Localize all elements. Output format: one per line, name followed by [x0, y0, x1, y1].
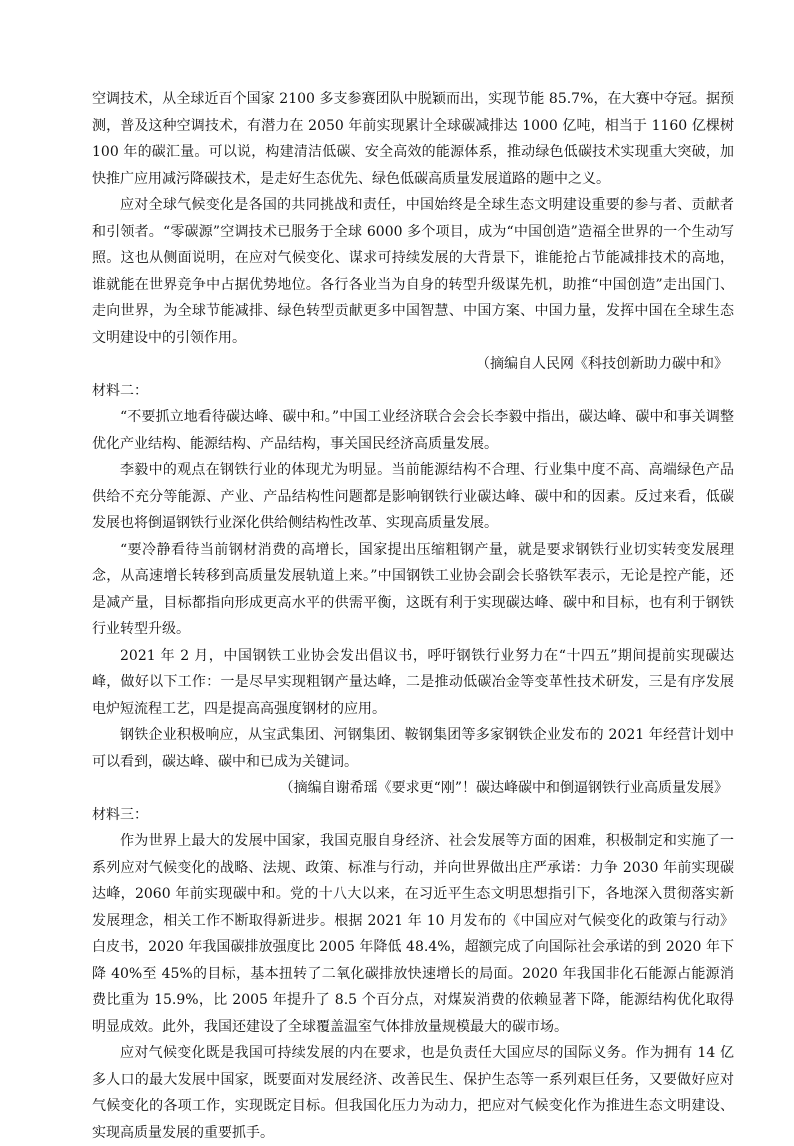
paragraph: “不要抓立地看待碳达峰、碳中和。”中国工业经济联合会会长李毅中指出，碳达峰、碳中和事关调整优化产业结构、能源结构、产品结构，事关国民经济高质量发展。 — [92, 409, 734, 452]
paragraph: 李毅中的观点在钢铁行业的体现尤为明显。当前能源结构不合理、行业集中度不高、高端绿色产品供给不充分等能源、产业、产品结构性问题都是影响钢铁行业碳达峰、碳中和的因素。反过来看，低碳发展也将倒逼钢铁行业深化供给侧结构性改革、实现高质量发展。 — [92, 462, 734, 531]
paragraph: 钢铁企业积极响应，从宝武集团、河钢集团、鞍钢集团等多家钢铁企业发布的 2021 年经营计划中可以看到，碳达峰、碳中和已成为关键词。 — [92, 727, 734, 770]
paragraph: 2021 年 2 月，中国钢铁工业协会发出倡议书，呼吁钢铁行业努力在“十四五”期间提前实现碳达峰，做好以下工作：一是尽早实现粗钢产量达峰，二是推动低碳冶金等变革性技术研发，三是有序发展电炉短流程工艺，四是提高高强度钢材的应用。 — [92, 647, 734, 717]
paragraph: “要冷静看待当前钢材消费的高增长，国家提出压缩粗钢产量，就是要求钢铁行业切实转变发展理念，从高速增长转移到高质量发展轨道上来。”中国钢铁工业协会副会长骆铁军表示，无论是控产能，还是减产量，目标都指向形成更高水平的供需平衡，这既有利于实现碳达峰、碳中和目标，也有利于钢铁行业转型升级。 — [92, 541, 734, 637]
paragraph: 应对气候变化既是我国可持续发展的内在要求，也是负责任大国应尽的国际义务。作为拥有 14 亿多人口的最大发展中国家，既要面对发展经济、改善民生、保护生态等一系列艰巨任务，又要做好应对气候变化的各项工作，实现既定目标。但我国化压力为动力，把应对气候变化作为推进生态文明建设、实现高质量发展的重要抓手。 — [92, 1045, 734, 1141]
paragraph-continued: 空调技术，从全球近百个国家 2100 多支参赛团队中脱颖而出，实现节能 85.7%，在大赛中夺冠。据预测，普及这种空调技术，有潜力在 2050 年前实现累计全球碳减排达 1000 亿吨，相当于 1160 亿棵树 100 年的碳汇量。可以说，构建清洁低碳、安全高效的能源体系，推动绿色低碳技术实现重大突破，加快推广应用减污降碳技术，是走好生态优先、绿色低碳高质量发展道路的题中之义。 — [92, 91, 734, 187]
material-label: 材料三： — [92, 806, 148, 823]
paragraph: 作为世界上最大的发展中国家，我国克服自身经济、社会发展等方面的困难，积极制定和实施了一系列应对气候变化的战略、法规、政策、标准与行动，并向世界做出庄严承诺：力争 2030 年前实现碳达峰，2060 年前实现碳中和。党的十八大以来，在习近平生态文明思想指引下，各地深入贯彻落实新发展理念，相关工作不断取得新进步。根据 2021 年 10 月发布的《中国应对气候变化的政策与行动》白皮书，2020 年我国碳排放强度比 2005 年降低 48.4%，超额完成了向国际社会承诺的到 2020 年下降 40%至 45%的目标，基本扭转了二氧化碳排放快速增长的局面。2020 年我国非化石能源占能源消费比重为 15.9%，比 2005 年提升了 8.5 个百分点，对煤炭消费的依赖显著下降，能源结构优化取得明显成效。此外，我国还建设了全球覆盖温室气体排放量规模最大的碳市场。 — [92, 833, 734, 1035]
paragraph: 应对全球气候变化是各国的共同挑战和责任，中国始终是全球生态文明建设重要的参与者、贡献者和引领者。“零碳源”空调技术已服务于全球 6000 多个项目，成为“中国创造”造福全世界的一个生动写照。这也从侧面说明，在应对气候变化、谋求可持续发展的大背景下，谁能抢占节能减排技术的高地，谁就能在世界竞争中占据优势地位。各行各业当为自身的转型升级谋先机，助推“中国创造”走出国门、走向世界，为全球节能减排、绿色转型贡献更多中国智慧、中国方案、中国力量，发挥中国在全球生态文明建设中的引领作用。 — [92, 197, 734, 346]
source-citation: （摘编自人民网《科技创新助力碳中和》 — [476, 356, 728, 372]
material-label: 材料二： — [92, 382, 148, 399]
source-citation: （摘编自谢希瑶《要求更“刚”！碳达峰碳中和倒逼钢铁行业高质量发展》 — [279, 780, 728, 796]
